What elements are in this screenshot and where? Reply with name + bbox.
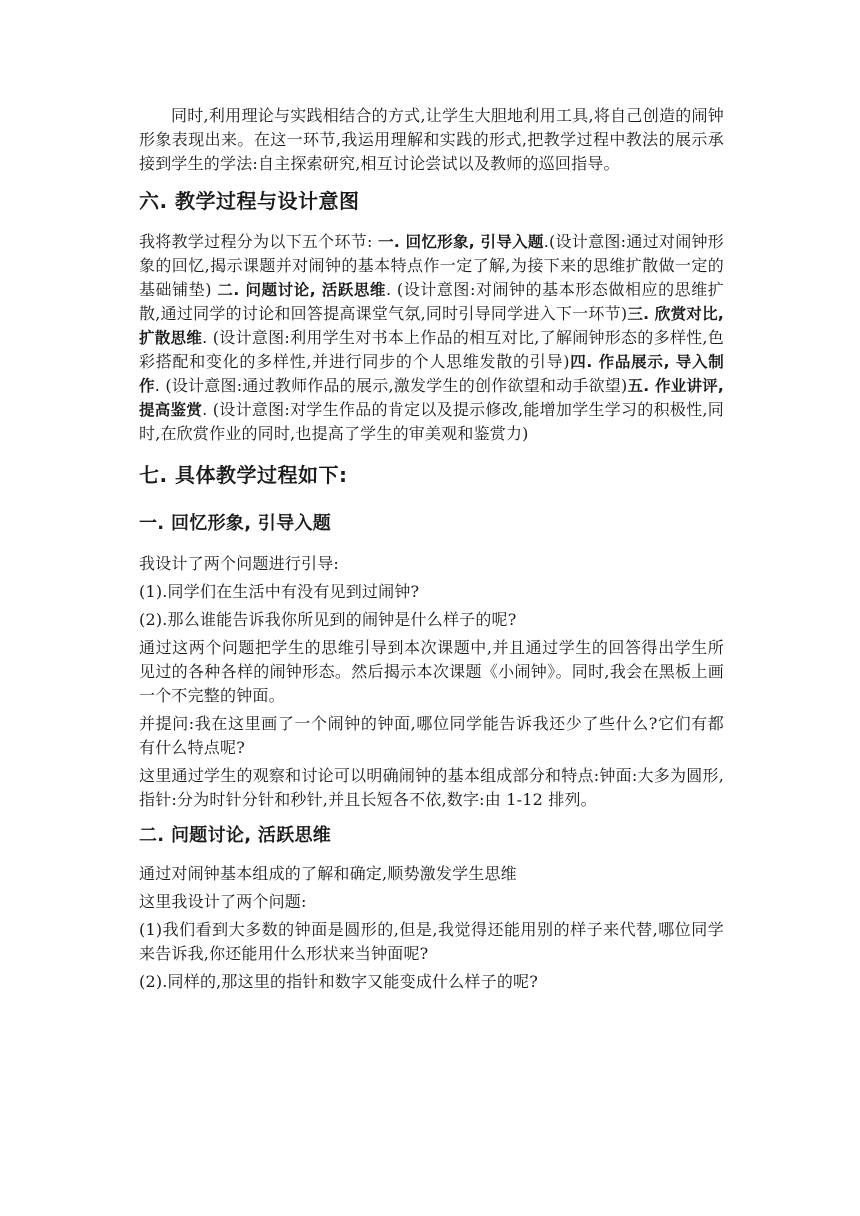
part-2-paragraph-1: 通过对闹钟基本组成的了解和确定,顺势激发学生思维 bbox=[139, 864, 517, 883]
step-4-note: . (设计意图:通过教师作品的展示,激发学生的创作欲望和动手欲望) bbox=[154, 376, 628, 395]
part-1-paragraph-6: 这里通过学生的观察和讨论可以明确闹钟的基本组成部分和特点:钟面:大多为圆形,指针:分为时针分针和秒针,并且长短各不依,数字:由 1-12 排列。 bbox=[139, 766, 724, 809]
part-1-paragraph-5: 并提问:我在这里画了一个闹钟的钟面,哪位同学能告诉我还少了些什么?它们有都有什么特点呢? bbox=[139, 714, 724, 757]
part-1-p4-text-after: 。同时,我会在黑板上画一个不完整的钟面。 bbox=[139, 662, 724, 705]
part-2-question-2: (2).同样的,那这里的指针和数字又能变成什么样子的呢? bbox=[139, 972, 539, 991]
part-1-paragraph-1: 我设计了两个问题进行引导: bbox=[139, 554, 339, 573]
lesson-title: 《小闹钟》 bbox=[481, 662, 556, 681]
part-1-heading: 一. 回忆形象, 引导入题 bbox=[139, 513, 332, 534]
step-5-note: . (设计意图:对学生作品的肯定以及提示修改,能增加学生学习的积极性,同时,在欣赏作业的同时,也提高了学生的审美观和鉴赏力) bbox=[139, 400, 724, 443]
step-3-note: . (设计意图:利用学生对书本上作品的相互对比,了解闹钟形态的多样性,色彩搭配和变化的多样性,并进行同步的个人思维发散的引导) bbox=[139, 328, 724, 371]
intro-paragraph: 同时,利用理论与实践相结合的方式,让学生大胆地利用工具,将自己创造的闹钟形象表现出来。在这一环节,我运用理解和实践的形式,把教学过程中教法的展示承接到学生的学法:自主探索研究,相互讨论尝试以及教师的巡回指导。 bbox=[139, 106, 724, 173]
step-3-title: 三. 欣赏对比, 扩散思维 bbox=[139, 305, 724, 347]
part-1-paragraph-4 bbox=[139, 636, 724, 708]
step-4-title: 四. 作品展示, 导入制作 bbox=[139, 353, 724, 395]
section-6-paragraph bbox=[139, 230, 724, 446]
section-6-lead: 我将教学过程分为以下五个环节: bbox=[139, 232, 379, 251]
part-2-heading: 二. 问题讨论, 活跃思维 bbox=[139, 825, 332, 846]
section-6-heading: 六. 教学过程与设计意图 bbox=[139, 189, 360, 213]
section-7-heading: 七. 具体教学过程如下: bbox=[139, 463, 348, 487]
step-5-title: 五. 作业讲评, 提高鉴赏 bbox=[139, 377, 725, 419]
part-2-question-1: (1)我们看到大多数的钟面是圆形的,但是,我觉得还能用别的样子来代替,哪位同学来告诉我,你还能用什么形状来当钟面呢? bbox=[139, 920, 724, 963]
part-1-question-1: (1).同学们在生活中有没有见到过闹钟? bbox=[139, 582, 420, 601]
step-2-note: . (设计意图:对闹钟的基本形态做相应的思维扩散,通过同学的讨论和回答提高课堂气氛,同时引导同学进入下一环节) bbox=[139, 280, 725, 323]
part-2-paragraph-2: 这里我设计了两个问题: bbox=[139, 892, 307, 911]
part-1-p4-text: 通过这两个问题把学生的思维引导到本次课题中,并且通过学生的回答得出学生所见过的各种各样的闹钟形态。然后揭示本次课题 bbox=[139, 638, 724, 681]
part-1-question-2: (2).那么谁能告诉我你所见到的闹钟是什么样子的呢? bbox=[139, 610, 517, 629]
step-2-title: 二. 问题讨论, 活跃思维 bbox=[217, 281, 386, 299]
document-page bbox=[139, 104, 724, 998]
step-1-note: .(设计意图:通过对闹钟形象的回忆,揭示课题并对闹钟的基本特点作一定了解,为接下来的思维扩散做一定的基础铺垫) bbox=[139, 232, 724, 299]
step-1-title: 一. 回忆形象, 引导入题 bbox=[378, 233, 544, 251]
